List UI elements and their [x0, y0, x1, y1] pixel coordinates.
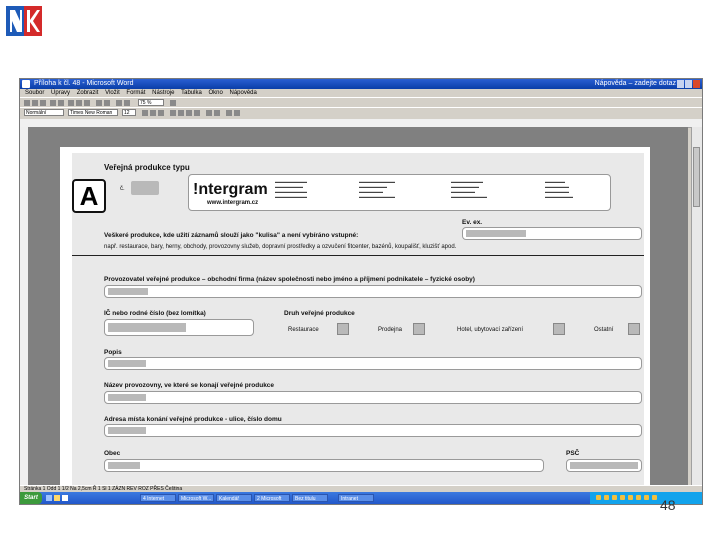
menu-bar: [20, 89, 702, 97]
taskbar: [20, 492, 702, 504]
form: [72, 153, 644, 485]
task-intranet[interactable]: Intranet: [338, 494, 374, 502]
bold-icon[interactable]: [142, 110, 148, 116]
intergram-info-box: [188, 174, 611, 211]
menu-item-nastroje[interactable]: Nástroje: [152, 90, 175, 96]
number-label: č.: [120, 186, 125, 192]
city-field[interactable]: [104, 459, 544, 472]
info-text-3: ▬▬▬▬▬▬▬▬ ▬▬▬▬▬▬▬ ▬▬▬▬▬▬ ▬▬▬▬▬▬▬▬▬: [451, 179, 487, 199]
menu-item-upravy[interactable]: Úpravy: [51, 90, 71, 96]
start-button[interactable]: Start: [20, 492, 42, 504]
ev-field[interactable]: [462, 227, 642, 240]
preview-icon[interactable]: [58, 100, 64, 106]
italic-icon[interactable]: [150, 110, 156, 116]
tray-icon-8[interactable]: [652, 495, 657, 500]
font-size-select[interactable]: 12: [122, 109, 136, 116]
desc-field[interactable]: [104, 357, 642, 370]
usage-title: Veškeré produkce, kde užití záznamů slouží jako "kulisa" a není vybíráno vstupné:: [104, 232, 359, 239]
kind-ostatni-checkbox[interactable]: [628, 323, 640, 335]
nk-logo-icon: [6, 6, 42, 36]
highlight-icon[interactable]: [226, 110, 232, 116]
help-icon[interactable]: [170, 100, 176, 106]
kind-label: Druh veřejné produkce: [284, 310, 355, 317]
form-title: Veřejná produkce typu: [104, 163, 190, 172]
justify-icon[interactable]: [194, 110, 200, 116]
address-field[interactable]: [104, 424, 642, 437]
quicklaunch-desktop-icon[interactable]: [62, 495, 68, 501]
redo-icon[interactable]: [104, 100, 110, 106]
bullets-icon[interactable]: [214, 110, 220, 116]
divider-line: [72, 255, 644, 256]
tray-icon-2[interactable]: [604, 495, 609, 500]
tray-icon-4[interactable]: [620, 495, 625, 500]
zip-label: PSČ: [566, 450, 580, 457]
type-letter-box: A: [72, 179, 106, 213]
word-window-screenshot: [19, 78, 703, 505]
align-center-icon[interactable]: [178, 110, 184, 116]
underline-icon[interactable]: [158, 110, 164, 116]
desc-label: Popis: [104, 349, 122, 356]
copy-icon[interactable]: [76, 100, 82, 106]
kind-restaurace-label: Restaurace: [288, 327, 319, 333]
operator-label: Provozovatel veřejné produkce – obchodní firma (název společnosti nebo jméno a příjmení podnikatele – fyzické osoby): [104, 276, 475, 283]
title-bar: [20, 79, 702, 89]
tray-icon-5[interactable]: [628, 495, 633, 500]
maximize-icon[interactable]: [685, 80, 692, 88]
ic-label: IČ nebo rodné číslo (bez lomítka): [104, 310, 206, 317]
task-word-1[interactable]: Microsoft W...: [178, 494, 214, 502]
info-text-4: ▬▬▬▬▬ ▬▬▬▬▬▬ ▬▬▬▬▬▬ ▬▬▬▬▬▬▬: [545, 179, 573, 199]
menu-item-tabulka[interactable]: Tabulka: [181, 90, 202, 96]
tray-icon-1[interactable]: [596, 495, 601, 500]
scrollbar-thumb[interactable]: [693, 147, 700, 207]
minimize-icon[interactable]: [677, 80, 684, 88]
align-left-icon[interactable]: [170, 110, 176, 116]
menu-item-format[interactable]: Formát: [126, 90, 146, 96]
operator-field[interactable]: [104, 285, 642, 298]
task-kalendar[interactable]: Kalendář: [216, 494, 252, 502]
menu-item-okno[interactable]: Okno: [208, 90, 223, 96]
new-document-icon[interactable]: [24, 100, 30, 106]
print-icon[interactable]: [50, 100, 56, 106]
style-select[interactable]: Normální: [24, 109, 64, 116]
undo-icon[interactable]: [96, 100, 102, 106]
address-label: Adresa místa konání veřejné produkce - ulice, číslo domu: [104, 416, 282, 423]
paste-icon[interactable]: [84, 100, 90, 106]
word-app-icon: [22, 80, 30, 88]
menu-item-zobrazit[interactable]: Zobrazit: [76, 90, 99, 96]
document-page: [60, 147, 650, 485]
menu-item-vlozit[interactable]: Vložit: [105, 90, 120, 96]
kind-ostatni-label: Ostatní: [594, 327, 614, 333]
task-untitled[interactable]: Bez titulu: [292, 494, 328, 502]
task-word-2[interactable]: 2 Microsoft: [254, 494, 290, 502]
kind-hotel-label: Hotel, ubytovací zařízení: [457, 327, 524, 333]
formatting-toolbar: [20, 107, 702, 118]
info-text-1: ▬▬▬▬▬▬▬▬ ▬▬▬▬▬▬▬ ▬▬▬▬▬▬▬▬ ▬▬▬▬▬▬▬▬: [275, 179, 307, 199]
tray-icon-6[interactable]: [636, 495, 641, 500]
kind-restaurace-checkbox[interactable]: [337, 323, 349, 335]
tray-icon-7[interactable]: [644, 495, 649, 500]
open-icon[interactable]: [32, 100, 38, 106]
columns-icon[interactable]: [124, 100, 130, 106]
venue-label: Název provozovny, ve které se konají veřejné produkce: [104, 382, 275, 389]
usage-examples: např. restaurace, bary, herny, obchody, provozovny služeb, dopravní prostředky a ozvučení fitcenter, bazénů, koupališť, kluzišť apod.: [104, 244, 457, 250]
kind-prodejna-label: Prodejna: [378, 327, 403, 333]
zip-field[interactable]: [566, 459, 642, 472]
vertical-scrollbar[interactable]: [691, 127, 702, 485]
number-field[interactable]: [131, 181, 159, 195]
close-icon[interactable]: [693, 80, 700, 88]
tray-icon-3[interactable]: [612, 495, 617, 500]
table-icon[interactable]: [116, 100, 122, 106]
align-right-icon[interactable]: [186, 110, 192, 116]
help-search-label[interactable]: Nápověda – zadejte dotaz: [594, 80, 676, 87]
numbering-icon[interactable]: [206, 110, 212, 116]
document-area: [28, 127, 688, 485]
cut-icon[interactable]: [68, 100, 74, 106]
menu-item-napoveda[interactable]: Nápověda: [229, 90, 257, 96]
status-text: Stránka 1 Odd 1 1/2 Na 2,5cm Ř 1 Sl 1 ZÁZN REV ROZ PŘES Čeština: [24, 486, 183, 492]
zoom-select[interactable]: 75 %: [138, 99, 164, 106]
save-icon[interactable]: [40, 100, 46, 106]
intergram-logo: !ntergram: [193, 181, 268, 198]
city-label: Obec: [104, 450, 121, 457]
info-text-2: ▬▬▬▬▬▬▬▬▬ ▬▬▬▬▬▬▬ ▬▬▬▬▬▬ ▬▬▬▬▬▬▬▬▬: [359, 179, 395, 199]
kind-prodejna-checkbox[interactable]: [413, 323, 425, 335]
venue-field[interactable]: [104, 391, 642, 404]
intergram-url: www.intergram.cz: [207, 200, 259, 206]
font-select[interactable]: Times New Roman: [68, 109, 118, 116]
ev-label: Ev. ex.: [462, 219, 483, 226]
ic-field[interactable]: [104, 319, 254, 336]
quicklaunch-folder-icon[interactable]: [54, 495, 60, 501]
quicklaunch-ie-icon[interactable]: [46, 495, 52, 501]
window-title: Příloha k čl. 48 - Microsoft Word: [34, 80, 134, 87]
system-tray: [590, 492, 702, 504]
font-color-icon[interactable]: [234, 110, 240, 116]
menu-item-soubor[interactable]: Soubor: [25, 90, 45, 96]
slide-page-number: 48: [660, 497, 676, 513]
kind-hotel-checkbox[interactable]: [553, 323, 565, 335]
task-internet[interactable]: 4 Internet: [140, 494, 176, 502]
